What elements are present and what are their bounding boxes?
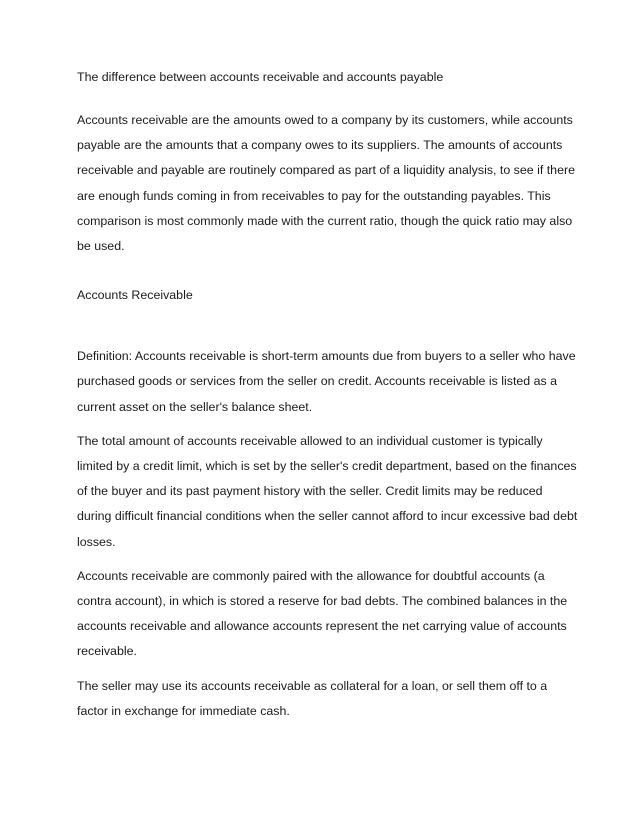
intro-paragraph: Accounts receivable are the amounts owed to a company by its customers, while accounts payable are the amounts that a company owes to its suppliers. The amounts of accounts receivable and payable are routinely compared as part of a liquidity analysis, to see if there are enough funds coming in from receivables to pay for the outstanding payables. This comparison is most commonly made with the current ratio, though the quick ratio may also be used. (77, 113, 575, 254)
document-title: The difference between accounts receivable and accounts payable (77, 70, 444, 84)
definition-paragraph: Definition: Accounts receivable is short-term amounts due from buyers to a seller who have purchased goods or services from the seller on credit. Accounts receivable is listed as a current asset on the seller's balance sheet. (77, 349, 576, 414)
collateral-paragraph: The seller may use its accounts receivable as collateral for a loan, or sell them off to a factor in exchange for immediate cash. (77, 678, 548, 718)
credit-limit-paragraph: The total amount of accounts receivable allowed to an individual customer is typically limited by a credit limit, which is set by the seller's credit department, based on the finances of the buyer and its past payment history with the seller. Credit limits may be reduced during difficult financial conditions when the seller cannot afford to incur excessive bad debt losses. (77, 433, 578, 549)
allowance-paragraph: Accounts receivable are commonly paired with the allowance for doubtful accounts (a contra account), in which is stored a reserve for bad debts. The combined balances in the accounts receivable and allowance accounts represent the net carrying value of accounts receivable. (77, 568, 568, 659)
section-heading: Accounts Receivable (77, 288, 193, 303)
